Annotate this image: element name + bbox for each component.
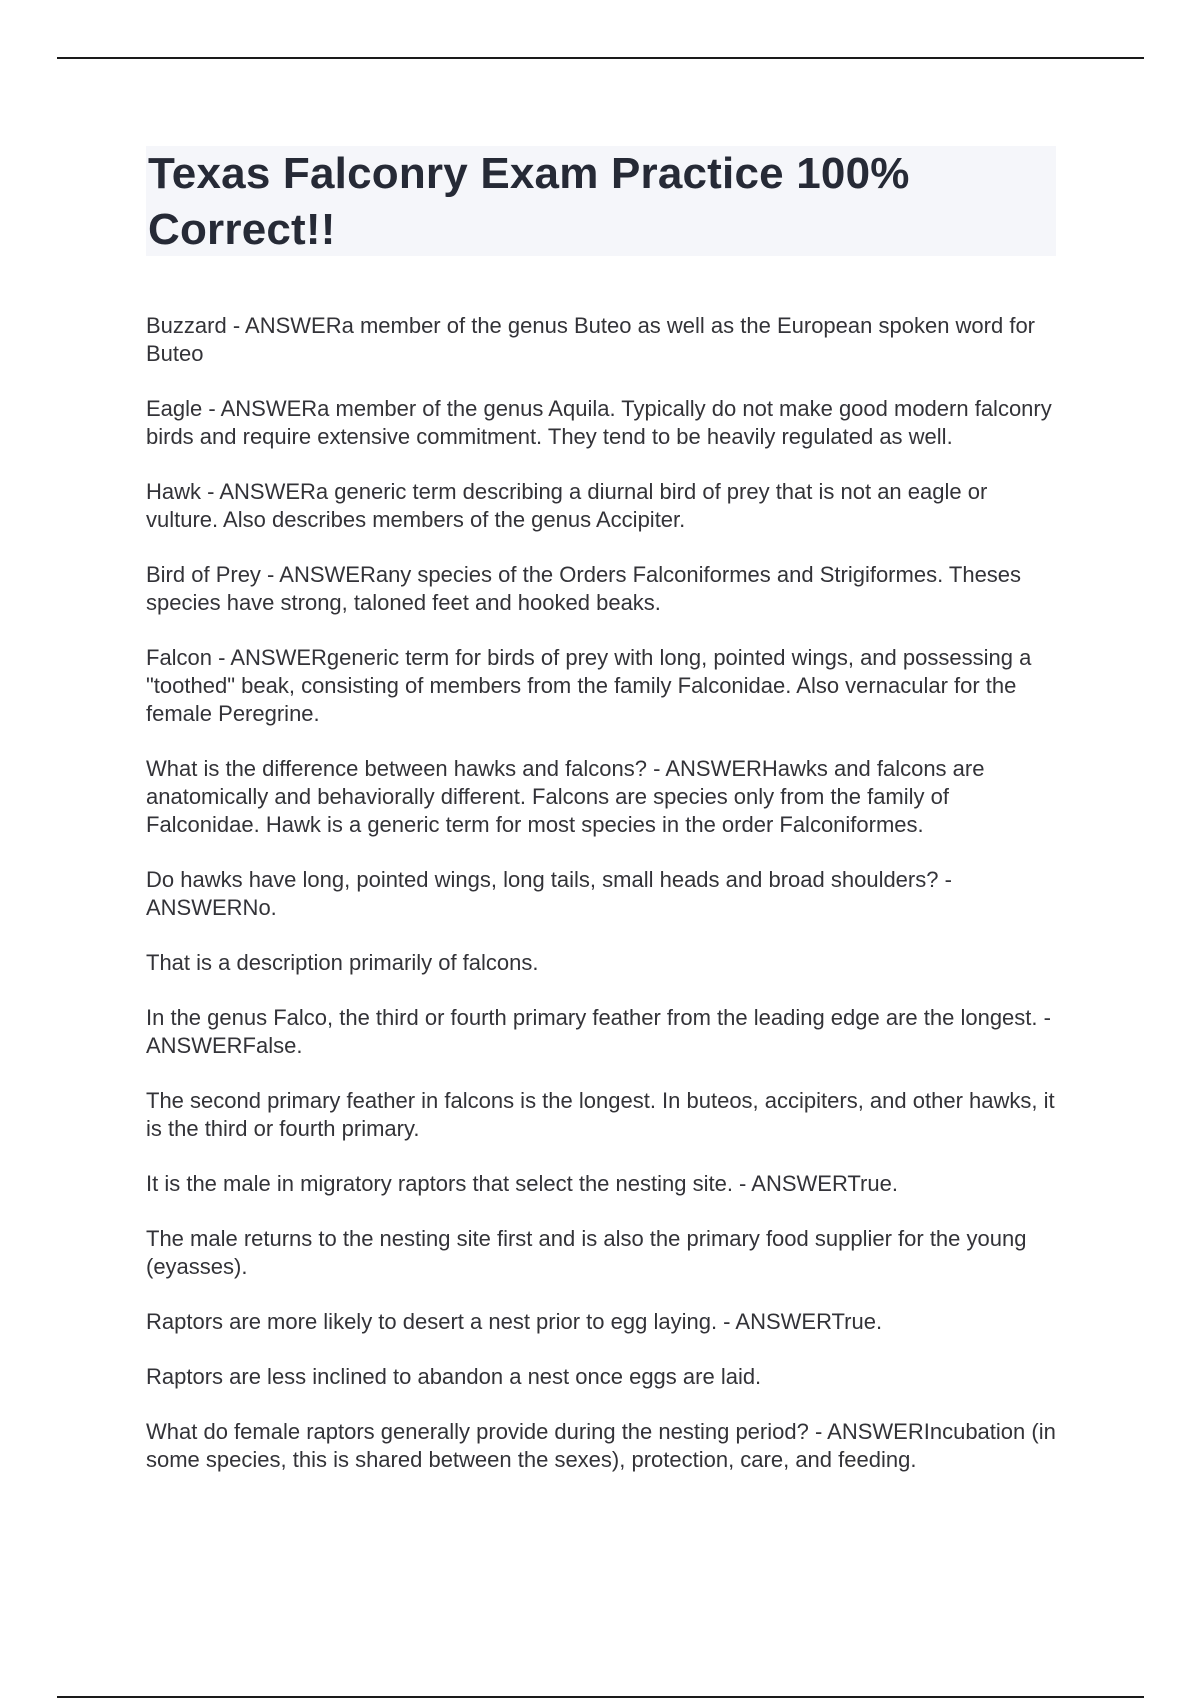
qa-entry-falco-feather: In the genus Falco, the third or fourth primary feather from the leading edge are the longest. - ANSWERFalse. <box>146 1005 1051 1058</box>
bottom-divider <box>57 1696 1144 1698</box>
qa-entry-bird-of-prey: Bird of Prey - ANSWERany species of the Orders Falconiformes and Strigiformes. Theses species have strong, taloned feet and hooked beaks. <box>146 562 1022 615</box>
qa-entry-second-primary: The second primary feather in falcons is the longest. In buteos, accipiters, and other hawks, it is the third or fourth primary. <box>146 1088 1055 1141</box>
qa-entry-abandon-nest: Raptors are less inclined to abandon a nest once eggs are laid. <box>146 1364 762 1389</box>
qa-entry-hawk: Hawk - ANSWERa generic term describing a diurnal bird of prey that is not an eagle or vulture. Also describes members of the genus Accipiter. <box>146 479 988 532</box>
qa-entry-female-role: What do female raptors generally provide during the nesting period? - ANSWERIncubation (in some species, this is shared between the sexes), protection, care, and feeding. <box>146 1419 1056 1472</box>
top-divider <box>57 57 1144 59</box>
document-body <box>146 146 1056 1501</box>
qa-entry-desert-nest: Raptors are more likely to desert a nest prior to egg laying. - ANSWERTrue. <box>146 1309 883 1334</box>
qa-entry-male-returns: The male returns to the nesting site first and is also the primary food supplier for the young (eyasses). <box>146 1226 1027 1279</box>
qa-entry-falcon-description: That is a description primarily of falcons. <box>146 950 539 975</box>
qa-entry-hawks-vs-falcons: What is the difference between hawks and falcons? - ANSWERHawks and falcons are anatomically and behaviorally different. Falcons are species only from the family of Falconidae. Hawk is a generic term for most species in the order Falconiformes. <box>146 756 985 837</box>
qa-entry-buzzard: Buzzard - ANSWERa member of the genus Buteo as well as the European spoken word for Buteo <box>146 313 1036 366</box>
qa-entry-eagle: Eagle - ANSWERa member of the genus Aquila. Typically do not make good modern falconry birds and require extensive commitment. They tend to be heavily regulated as well. <box>146 396 1052 449</box>
title-banner <box>146 146 1056 256</box>
page-title: Texas Falconry Exam Practice 100% Correct!! <box>148 149 910 254</box>
qa-entry-hawk-wings: Do hawks have long, pointed wings, long tails, small heads and broad shoulders? - ANSWERNo. <box>146 867 952 920</box>
qa-entry-falcon: Falcon - ANSWERgeneric term for birds of prey with long, pointed wings, and possessing a "toothed" beak, consisting of members from the family Falconidae. Also vernacular for the female Peregrine. <box>146 645 1032 726</box>
qa-entry-male-nesting-site: It is the male in migratory raptors that select the nesting site. - ANSWERTrue. <box>146 1171 898 1196</box>
qa-list <box>146 312 1056 1474</box>
